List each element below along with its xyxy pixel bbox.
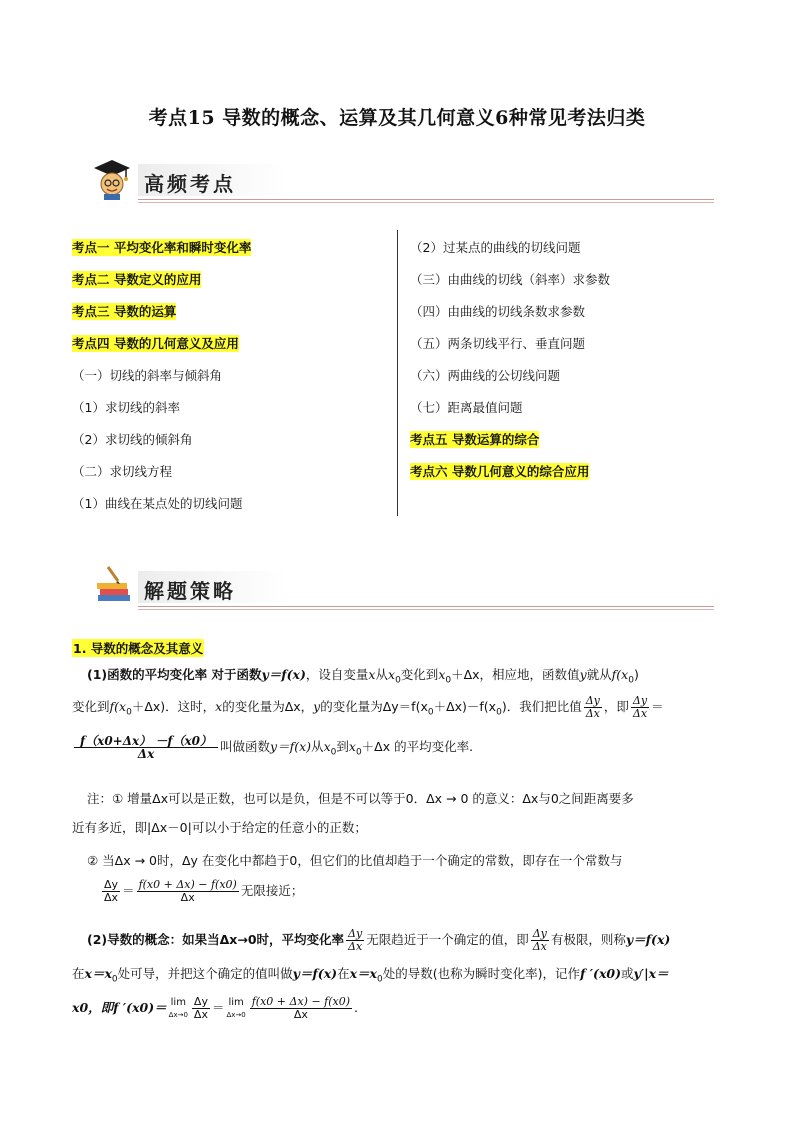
denominator: Δx (180, 891, 195, 904)
fraction (346, 928, 364, 953)
numerator: Δy (104, 878, 119, 891)
toc-item[interactable] (410, 238, 580, 256)
text: 无限接近； (240, 883, 304, 898)
toc-item-label: （1）求切线的斜率 (72, 400, 180, 415)
lim-subscript: Δx→0 (226, 1010, 246, 1019)
text: f(x (109, 699, 127, 714)
denominator: Δx (532, 940, 547, 953)
toc-item-label: （2）过某点的曲线的切线问题 (410, 240, 581, 255)
toc-item-label: （三）由曲线的切线（斜率）求参数 (410, 272, 611, 287)
toc-item[interactable] (410, 270, 610, 288)
toc-item-label: 考点四 导数的几何意义及应用 (72, 336, 239, 351)
toc-item[interactable] (410, 334, 585, 352)
denominator: Δx (632, 707, 648, 720)
fraction (74, 735, 218, 760)
text: x (215, 699, 223, 714)
fraction (250, 996, 352, 1021)
section-header-frequent-topics (88, 156, 714, 206)
lim-symbol: lim (170, 996, 186, 1008)
note-line: 注：① 增量Δx可以是正数，也可以是负，但是不可以等于0．Δx → 0 的意义：Δx与0之间距离要多 (87, 791, 634, 806)
text: 在 (337, 966, 350, 981)
toc-item[interactable] (72, 462, 172, 480)
denominator: Δx (193, 1008, 208, 1021)
text: 的变化量为Δx， (222, 699, 314, 714)
toc-item[interactable] (410, 302, 585, 320)
fraction (584, 695, 602, 720)
paragraph-line: $\frac{f(x0+\Delta x) -f(x0)}{\Delta x}$ 叫做函数y＝f(x)从$x_0$到$x_0+\Delta x$ 的平均变化率. (72, 735, 473, 760)
toc-item[interactable] (72, 270, 201, 288)
text: 变化到 (400, 667, 439, 682)
toc-item[interactable] (72, 334, 239, 352)
text: )．我们把比值 (501, 699, 582, 714)
text: x (323, 739, 331, 754)
text: y＝f(x) (261, 667, 306, 682)
toc-item-label: 考点三 导数的运算 (72, 304, 177, 319)
text: ＋Δx，相应地，函数值 (451, 667, 580, 682)
section-label: 高频考点 (144, 172, 236, 196)
text: 从 (311, 739, 324, 754)
text: ＋Δx)－f(x (433, 699, 497, 714)
divider (138, 199, 714, 200)
fraction (137, 879, 239, 904)
text: ＋Δx)．这时， (131, 699, 216, 714)
toc-item-label: （六）两曲线的公切线问题 (410, 368, 561, 383)
text: f ′(x0)＝ (113, 1000, 167, 1015)
paragraph-line: (1)函数的平均变化率 对于函数y＝f(x)，设自变量x从$x_0$变化到$x_0+\Delta x$，相应地，函数值y就从$f(x_0)$ (87, 667, 639, 686)
text: 处的导数(也称为瞬时变化率)，记作 (382, 966, 581, 981)
text: 处可导，并把这个确定的值叫做 (117, 966, 293, 981)
numerator: f（x0+Δx） －f（x0） (74, 735, 218, 748)
toc-item-label: 考点六 导数几何意义的综合应用 (410, 464, 590, 479)
toc-item-label: （一）切线的斜率与倾斜角 (72, 368, 223, 383)
numerator: Δy (585, 694, 600, 707)
paragraph-line (87, 928, 670, 953)
section-label: 解题策略 (144, 579, 236, 603)
paragraph-line: 变化到$f(x_0+\Delta x)$．这时，x的变化量为Δx，y的变化量为$\Delta y=f(x_0+\Delta x)-f(x_0)$．我们把比值 $\frac{\Delta y}{\Delta x}$ ，即 $\frac{\Delta y}{\Delta x}$ ＝ (72, 694, 664, 720)
toc-item[interactable] (72, 430, 192, 448)
text: f ′(x0) (580, 966, 622, 981)
text: 在 (72, 966, 85, 981)
text: 或 (621, 966, 634, 981)
text: ，即 (603, 699, 629, 714)
divider (138, 202, 714, 203)
toc-item[interactable] (72, 398, 180, 416)
text: ＝ (651, 699, 664, 714)
divider (138, 606, 714, 607)
note-formula (100, 879, 303, 904)
note-line: ② 当Δx → 0时，Δy 在变化中都趋于0，但它们的比值却趋于一个确定的常数，即存在一个常数与 (87, 853, 623, 868)
graduate-icon (92, 158, 132, 204)
text: y (313, 699, 321, 714)
text: ＝ (122, 883, 135, 898)
denominator: Δx (348, 940, 363, 953)
text: y＝f(x) (625, 932, 671, 947)
numerator: Δy (532, 927, 547, 940)
text: 到 (336, 739, 349, 754)
text: 叫做函数 (220, 739, 271, 754)
fraction (531, 928, 549, 953)
text: . (354, 1000, 358, 1015)
text: x＝x (84, 966, 112, 981)
toc-divider (397, 230, 398, 516)
numerator: f(x0 + Δx) − f(x0) (251, 995, 351, 1008)
text: f(x (611, 667, 629, 682)
toc-item-label: （2）求切线的倾斜角 (72, 432, 193, 447)
text: y＝f(x) (270, 739, 312, 754)
text: 的变化量为Δy＝f(x (320, 699, 428, 714)
text: y (579, 667, 587, 682)
text: x (438, 667, 446, 682)
toc-item-label: （七）距离最值问题 (410, 400, 523, 415)
toc-item[interactable] (410, 398, 523, 416)
toc-item-label: （二）求切线方程 (72, 464, 173, 479)
text: y′|x＝ (633, 966, 669, 981)
toc-item-label: 考点一 平均变化率和瞬时变化率 (72, 240, 252, 255)
text: x (388, 667, 396, 682)
text: (1)函数的平均变化率 对于函数 (87, 667, 262, 682)
text: y＝f(x) (292, 966, 338, 981)
toc-item[interactable] (410, 462, 589, 480)
text: 就从 (586, 667, 612, 682)
text: (2)导数的概念：如果当Δx→0时，平均变化率 (87, 932, 345, 947)
toc-item-label: （四）由曲线的切线条数求参数 (410, 304, 586, 319)
fraction (192, 996, 210, 1021)
denominator: Δx (585, 707, 600, 720)
paragraph-line (72, 996, 358, 1021)
denominator: Δx (104, 891, 119, 904)
text: ＋Δx 的平均变化率. (361, 739, 474, 754)
toc-item-label: （五）两条切线平行、垂直问题 (410, 336, 586, 351)
books-pencil-icon (94, 565, 134, 611)
text: 无限趋近于一个确定的值，即 (366, 932, 529, 947)
numerator: Δy (193, 995, 208, 1008)
numerator: f(x0 + Δx) − f(x0) (138, 878, 237, 891)
toc-item[interactable] (72, 494, 242, 512)
numerator: Δy (632, 694, 648, 707)
toc-item-label: （1）曲线在某点处的切线问题 (72, 496, 243, 511)
text: 从 (375, 667, 388, 682)
numerator: Δy (348, 927, 363, 940)
paragraph-line: 在$x=x_0$处可导，并把这个确定的值叫做y＝f(x)在$x=x_0$处的导数(也称为瞬时变化率)，记作f ′(x0)或y′|x＝ (72, 966, 669, 985)
text: x＝x (349, 966, 378, 981)
text: ，设自变量 (305, 667, 369, 682)
text: 有极限，则称 (550, 932, 626, 947)
toc-item[interactable] (72, 302, 176, 320)
toc-item[interactable] (72, 238, 251, 256)
section-header-strategy (88, 563, 714, 613)
text: x0，即 (72, 1000, 114, 1015)
heading-concept: 1. 导数的概念及其意义 (73, 641, 204, 656)
divider (138, 609, 714, 610)
denominator: Δx (137, 747, 155, 761)
page-title: 考点15 导数的概念、运算及其几何意义6种常见考法归类 (148, 107, 646, 129)
lim-symbol: lim (228, 996, 244, 1008)
limit (169, 997, 188, 1021)
fraction (631, 695, 649, 720)
limit (226, 997, 245, 1021)
fraction (102, 879, 120, 904)
toc-item[interactable] (410, 366, 560, 384)
text: x (368, 667, 376, 682)
text: ＝ (211, 1000, 225, 1015)
denominator: Δx (293, 1008, 308, 1021)
text: x (348, 739, 356, 754)
toc-item-label: 考点五 导数运算的综合 (410, 432, 540, 447)
text: ) (633, 667, 639, 682)
toc-item[interactable] (72, 366, 222, 384)
toc-item-label: 考点二 导数定义的应用 (72, 272, 202, 287)
text: 变化到 (72, 699, 110, 714)
toc-item[interactable] (410, 430, 539, 448)
lim-subscript: Δx→0 (168, 1010, 188, 1019)
note-line: 近有多近，即|Δx－0|可以小于给定的任意小的正数； (72, 820, 367, 835)
